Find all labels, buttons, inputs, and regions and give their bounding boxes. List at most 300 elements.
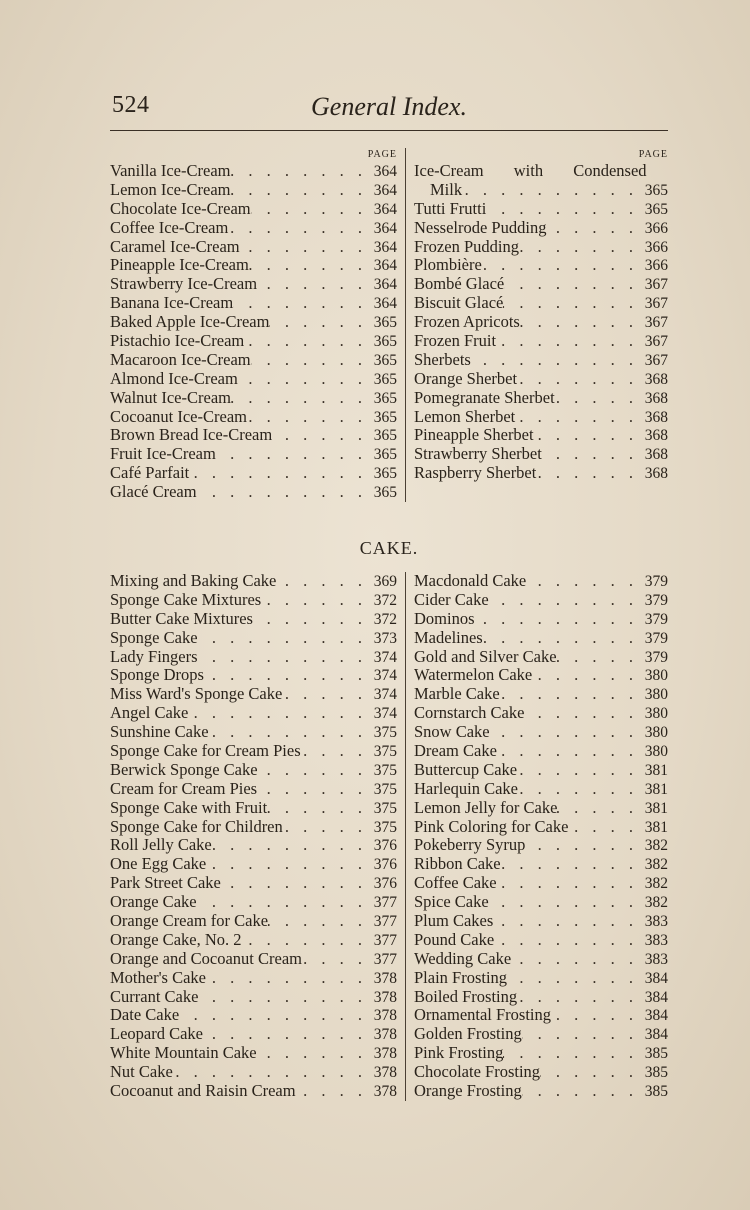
leader-dots xyxy=(267,799,369,818)
index-entry xyxy=(110,704,397,723)
entry-page: 383 xyxy=(644,950,668,968)
index-entry xyxy=(414,836,668,855)
index-entry xyxy=(414,313,668,332)
index-entry xyxy=(110,761,397,780)
entry-label: Pomegranate Sherbet xyxy=(414,387,555,407)
index-entry xyxy=(414,629,668,648)
index-entry xyxy=(110,238,397,257)
index-entry xyxy=(110,445,397,464)
leader-dots xyxy=(188,704,369,723)
entry-label: Walnut Ice-Cream xyxy=(110,387,231,407)
index-entry xyxy=(414,893,668,912)
index-entry xyxy=(414,723,668,742)
entry-label: Raspberry Sherbet xyxy=(414,463,537,483)
entry-label: Frozen Apricots xyxy=(414,312,520,332)
entry-label: Cocoanut Ice-Cream xyxy=(110,406,247,426)
entry-label: Mixing and Baking Cake xyxy=(110,571,277,590)
entry-page: 376 xyxy=(373,856,397,874)
leader-dots xyxy=(536,464,640,483)
leader-dots xyxy=(301,742,369,761)
entry-label: Sponge Drops xyxy=(110,665,204,685)
entry-page: 375 xyxy=(373,761,397,779)
index-entry xyxy=(414,780,668,799)
index-entry xyxy=(110,988,397,1007)
entry-label: Chocolate Frosting xyxy=(414,1062,541,1082)
index-entry xyxy=(110,893,397,912)
header-rule xyxy=(110,130,668,131)
entry-page: 379 xyxy=(644,591,668,609)
entry-label: Cream for Cream Pies xyxy=(110,778,258,798)
entry-label: Cornstarch Cake xyxy=(414,703,525,723)
entry-page: 374 xyxy=(373,648,397,666)
leader-dots xyxy=(542,445,640,464)
leader-dots xyxy=(189,464,369,483)
leader-dots xyxy=(272,426,369,445)
leader-dots xyxy=(204,666,369,685)
leader-dots xyxy=(257,275,369,294)
index-entry xyxy=(110,572,397,591)
entry-label: Nesselrode Pudding xyxy=(414,217,547,237)
index-entry xyxy=(110,818,397,837)
entry-page: 365 xyxy=(373,465,397,483)
entry-page: 364 xyxy=(373,238,397,256)
leader-dots xyxy=(251,351,369,370)
entry-label: Pound Cake xyxy=(414,929,495,949)
index-entry xyxy=(110,610,397,629)
leader-dots xyxy=(524,704,640,723)
leader-dots xyxy=(230,162,369,181)
leader-dots xyxy=(568,818,640,837)
entry-label: Pink Frosting xyxy=(414,1043,504,1063)
leader-dots xyxy=(269,313,369,332)
index-entry xyxy=(110,855,397,874)
entry-page: 364 xyxy=(373,295,397,313)
index-entry xyxy=(414,685,668,704)
leader-dots xyxy=(500,685,640,704)
entry-page: 380 xyxy=(644,705,668,723)
entry-label: Orange Cream for Cake xyxy=(110,911,269,931)
entry-page: 364 xyxy=(373,276,397,294)
leader-dots xyxy=(519,238,640,257)
entry-page: 365 xyxy=(373,351,397,369)
leader-dots xyxy=(197,893,369,912)
entry-label: Golden Frosting xyxy=(414,1024,522,1044)
entry-page: 374 xyxy=(373,667,397,685)
entry-label: Tutti Frutti xyxy=(414,198,487,218)
entry-page: 376 xyxy=(373,837,397,855)
entry-page: 380 xyxy=(644,686,668,704)
index-entry xyxy=(110,275,397,294)
entry-label: Leopard Cake xyxy=(110,1024,203,1044)
entry-label: Harlequin Cake xyxy=(414,778,519,798)
leader-dots xyxy=(238,370,369,389)
entry-page: 365 xyxy=(373,314,397,332)
entry-label: Dominos xyxy=(414,608,475,628)
entry-page: 369 xyxy=(373,573,397,590)
leader-dots xyxy=(206,969,369,988)
index-entry xyxy=(414,704,668,723)
entry-label: Plombière xyxy=(414,255,482,275)
entry-label: Fruit Ice-Cream xyxy=(110,444,216,464)
index-entry xyxy=(110,742,397,761)
index-entry xyxy=(414,1044,668,1063)
leader-dots xyxy=(221,874,369,893)
index-entry xyxy=(110,389,397,408)
entry-label: Wedding Cake xyxy=(414,948,512,968)
entry-page: 368 xyxy=(644,465,668,483)
entry-page: 375 xyxy=(373,780,397,798)
entry-label: Pink Coloring for Cake xyxy=(414,816,569,836)
ice-cream-right-column xyxy=(406,148,668,502)
index-entry xyxy=(414,1006,668,1025)
entry-label: Marble Cake xyxy=(414,684,500,704)
entry-page: 380 xyxy=(644,743,668,761)
leader-dots xyxy=(496,332,640,351)
entry-label: Glacé Cream xyxy=(110,482,197,502)
entry-page: 373 xyxy=(373,629,397,647)
entry-label: Angel Cake xyxy=(110,703,189,723)
ice-cream-right-list xyxy=(414,200,668,483)
leader-dots xyxy=(490,723,640,742)
entry-label: Orange Sherbet xyxy=(414,368,518,388)
index-entry xyxy=(110,629,397,648)
index-entry xyxy=(414,988,668,1007)
leader-dots xyxy=(517,988,640,1007)
entry-label: Sherbets xyxy=(414,349,471,369)
leader-dots xyxy=(206,855,369,874)
index-entry xyxy=(414,610,668,629)
entry-label: Orange Frosting xyxy=(414,1081,522,1101)
cake-section xyxy=(110,572,668,1101)
entry-label: Banana Ice-Cream xyxy=(110,293,234,313)
leader-dots xyxy=(302,950,369,969)
leader-dots xyxy=(557,648,640,667)
leader-dots xyxy=(242,931,369,950)
leader-dots xyxy=(198,629,369,648)
entry-label: Cocoanut and Raisin Cream xyxy=(110,1081,296,1101)
entry-label: Cider Cake xyxy=(414,589,489,609)
index-entry xyxy=(414,351,668,370)
index-entry xyxy=(414,294,668,313)
entry-page: 379 xyxy=(644,573,668,590)
index-entry xyxy=(414,162,668,181)
entry-page: 365 xyxy=(373,408,397,426)
index-entry xyxy=(110,969,397,988)
leader-dots xyxy=(526,572,640,591)
entry-label: Pokeberry Syrup xyxy=(414,835,526,855)
entry-page: 377 xyxy=(373,950,397,968)
leader-dots xyxy=(230,181,369,200)
leader-dots xyxy=(198,648,369,667)
index-entry xyxy=(110,1006,397,1025)
entry-label: Snow Cake xyxy=(414,722,490,742)
leader-dots xyxy=(228,219,369,238)
leader-dots xyxy=(497,874,640,893)
leader-dots xyxy=(515,408,640,427)
ice-cream-left-list xyxy=(110,162,397,502)
index-entry xyxy=(414,742,668,761)
entry-page: 364 xyxy=(373,181,397,199)
leader-dots xyxy=(179,1006,369,1025)
entry-label: Sponge Cake for Cream Pies xyxy=(110,741,301,761)
entry-page: 375 xyxy=(373,743,397,761)
entry-label: Ice-Cream with Condensed xyxy=(414,161,647,180)
entry-page: 378 xyxy=(373,1064,397,1082)
index-entry xyxy=(110,351,397,370)
index-entry xyxy=(110,464,397,483)
index-entry xyxy=(110,591,397,610)
leader-dots xyxy=(489,591,640,610)
leader-dots xyxy=(216,445,369,464)
leader-dots xyxy=(507,969,640,988)
entry-label: Macaroon Ice-Cream xyxy=(110,349,251,369)
entry-page: 367 xyxy=(644,276,668,294)
entry-page: 365 xyxy=(373,389,397,407)
index-entry xyxy=(110,648,397,667)
leader-dots xyxy=(546,219,640,238)
entry-label: Gold and Silver Cake xyxy=(414,646,557,666)
entry-page: 375 xyxy=(373,799,397,817)
entry-page: 378 xyxy=(373,969,397,987)
entry-page: 384 xyxy=(644,988,668,1006)
leader-dots xyxy=(555,389,640,408)
entry-page: 378 xyxy=(373,1026,397,1044)
entry-label: Pineapple Ice-Cream xyxy=(110,255,249,275)
leader-dots xyxy=(532,666,640,685)
index-entry xyxy=(110,799,397,818)
entry-page: 383 xyxy=(644,913,668,931)
index-entry xyxy=(414,181,668,200)
entry-page: 382 xyxy=(644,856,668,874)
entry-label: Plain Frosting xyxy=(414,967,508,987)
index-entry xyxy=(414,591,668,610)
entry-page: 383 xyxy=(644,931,668,949)
index-entry xyxy=(110,685,397,704)
index-entry xyxy=(414,256,668,275)
index-entry xyxy=(110,780,397,799)
entry-page: 380 xyxy=(644,724,668,742)
index-entry xyxy=(414,799,668,818)
leader-dots xyxy=(197,483,369,502)
leader-dots xyxy=(471,351,640,370)
entry-label: Bombé Glacé xyxy=(414,274,505,294)
entry-label: Pineapple Sherbet xyxy=(414,425,534,445)
index-entry xyxy=(414,818,668,837)
entry-label: Lemon Ice-Cream xyxy=(110,179,231,199)
leader-dots xyxy=(503,294,640,313)
entry-label: Berwick Sponge Cake xyxy=(110,759,258,779)
index-entry xyxy=(414,761,668,780)
leader-dots xyxy=(494,931,640,950)
leader-dots xyxy=(209,723,369,742)
index-entry xyxy=(414,464,668,483)
index-entry xyxy=(110,666,397,685)
entry-page: 367 xyxy=(644,314,668,332)
page-column-heading: PAGE xyxy=(367,149,397,160)
leader-dots xyxy=(247,408,369,427)
entry-page: 378 xyxy=(373,988,397,1006)
entry-page: 375 xyxy=(373,724,397,742)
index-entry xyxy=(414,666,668,685)
entry-label: Sponge Cake with Fruit xyxy=(110,797,268,817)
entry-label: Currant Cake xyxy=(110,986,199,1006)
entry-page: 375 xyxy=(373,818,397,836)
entry-page: 365 xyxy=(373,484,397,502)
entry-page: 366 xyxy=(644,257,668,275)
entry-page: 384 xyxy=(644,1026,668,1044)
leader-dots xyxy=(504,275,640,294)
entry-page: 368 xyxy=(644,408,668,426)
entry-page: 368 xyxy=(644,389,668,407)
entry-label: Baked Apple Ice-Cream xyxy=(110,312,270,332)
index-entry xyxy=(110,219,397,238)
entry-label: White Mountain Cake xyxy=(110,1043,257,1063)
cake-left-column xyxy=(110,572,406,1101)
entry-page: 381 xyxy=(644,780,668,798)
ice-cream-left-column xyxy=(110,148,406,502)
leader-dots xyxy=(268,912,369,931)
index-entry xyxy=(110,162,397,181)
leader-dots xyxy=(540,1063,640,1082)
leader-dots xyxy=(501,855,640,874)
entry-page: 367 xyxy=(644,295,668,313)
leader-dots xyxy=(283,818,369,837)
entry-page: 368 xyxy=(644,427,668,445)
entry-label: Biscuit Glacé xyxy=(414,293,504,313)
entry-page: 377 xyxy=(373,894,397,912)
page-number: 524 xyxy=(112,92,150,118)
leader-dots xyxy=(240,238,369,257)
entry-label: Almond Ice-Cream xyxy=(110,368,238,388)
entry-label: Mother's Cake xyxy=(110,967,206,987)
entry-label: Date Cake xyxy=(110,1005,180,1025)
entry-label: Strawberry Ice-Cream xyxy=(110,274,258,294)
entry-label: Orange and Cocoanut Cream xyxy=(110,948,302,968)
entry-label: Pistachio Ice-Cream xyxy=(110,331,245,351)
index-entry xyxy=(110,313,397,332)
entry-page: 381 xyxy=(644,818,668,836)
leader-dots xyxy=(212,836,369,855)
section-heading-cake: CAKE. xyxy=(359,538,419,558)
index-entry xyxy=(110,1082,397,1101)
entry-page: 365 xyxy=(644,200,668,218)
entry-page: 385 xyxy=(644,1064,668,1082)
entry-page: 374 xyxy=(373,686,397,704)
leader-dots xyxy=(276,572,369,591)
entry-label: Park Street Cake xyxy=(110,873,221,893)
leader-dots xyxy=(489,893,640,912)
leader-dots xyxy=(282,685,369,704)
cake-left-list xyxy=(110,572,397,1101)
entry-label: Macdonald Cake xyxy=(414,571,527,590)
entry-page: 379 xyxy=(644,629,668,647)
entry-page: 372 xyxy=(373,610,397,628)
leader-dots xyxy=(534,426,640,445)
leader-dots xyxy=(173,1063,369,1082)
entry-label: Roll Jelly Cake xyxy=(110,835,212,855)
entry-page: 382 xyxy=(644,837,668,855)
entry-page: 381 xyxy=(644,761,668,779)
entry-label: Miss Ward's Sponge Cake xyxy=(110,684,283,704)
entry-page: 365 xyxy=(373,333,397,351)
leader-dots xyxy=(517,761,640,780)
entry-page: 377 xyxy=(373,931,397,949)
leader-dots xyxy=(475,610,640,629)
leader-dots xyxy=(198,988,369,1007)
index-entry xyxy=(414,969,668,988)
entry-page: 367 xyxy=(644,333,668,351)
index-entry xyxy=(110,294,397,313)
leader-dots xyxy=(486,200,640,219)
index-entry xyxy=(414,426,668,445)
entry-page: 379 xyxy=(644,610,668,628)
index-entry xyxy=(414,1025,668,1044)
leader-dots xyxy=(253,610,369,629)
entry-page: 377 xyxy=(373,913,397,931)
cake-right-column xyxy=(406,572,668,1101)
entry-page: 365 xyxy=(373,427,397,445)
entry-label: Watermelon Cake xyxy=(414,665,533,685)
entry-label: Café Parfait xyxy=(110,463,190,483)
entry-page: 365 xyxy=(644,181,668,199)
index-entry xyxy=(414,855,668,874)
leader-dots xyxy=(296,1082,369,1101)
cake-right-list xyxy=(414,572,668,1101)
entry-page: 372 xyxy=(373,591,397,609)
entry-page: 381 xyxy=(644,799,668,817)
index-entry xyxy=(414,445,668,464)
entry-page: 365 xyxy=(373,370,397,388)
index-entry xyxy=(110,483,397,502)
index-entry xyxy=(414,238,668,257)
index-entry xyxy=(414,370,668,389)
index-entry xyxy=(110,836,397,855)
entry-label: Lady Fingers xyxy=(110,646,198,666)
entry-label: Ornamental Frosting xyxy=(414,1005,552,1025)
entry-label: Madelines xyxy=(414,627,483,647)
entry-label: Vanilla Ice-Cream xyxy=(110,161,231,180)
leader-dots xyxy=(462,181,640,200)
index-entry xyxy=(414,931,668,950)
index-entry xyxy=(414,1063,668,1082)
entry-page: 384 xyxy=(644,1007,668,1025)
index-entry xyxy=(110,950,397,969)
entry-label: Lemon Jelly for Cake xyxy=(414,797,558,817)
index-entry xyxy=(110,1063,397,1082)
entry-label: Ribbon Cake xyxy=(414,854,501,874)
leader-dots xyxy=(520,313,640,332)
leader-dots xyxy=(517,370,640,389)
entry-page: 364 xyxy=(373,200,397,218)
index-entry xyxy=(414,275,668,294)
leader-dots xyxy=(511,950,640,969)
entry-label: Sponge Cake Mixtures xyxy=(110,589,262,609)
entry-label: Orange Cake, No. 2 xyxy=(110,929,242,949)
entry-page: 382 xyxy=(644,875,668,893)
entry-page: 364 xyxy=(373,219,397,237)
entry-label: Sponge Cake xyxy=(110,627,198,647)
leader-dots xyxy=(483,629,640,648)
index-entry xyxy=(110,200,397,219)
index-entry xyxy=(110,1025,397,1044)
leader-dots xyxy=(249,256,369,275)
entry-page: 382 xyxy=(644,894,668,912)
entry-page: 379 xyxy=(644,648,668,666)
index-entry xyxy=(110,426,397,445)
entry-label: One Egg Cake xyxy=(110,854,207,874)
leader-dots xyxy=(203,1025,369,1044)
index-entry xyxy=(110,370,397,389)
